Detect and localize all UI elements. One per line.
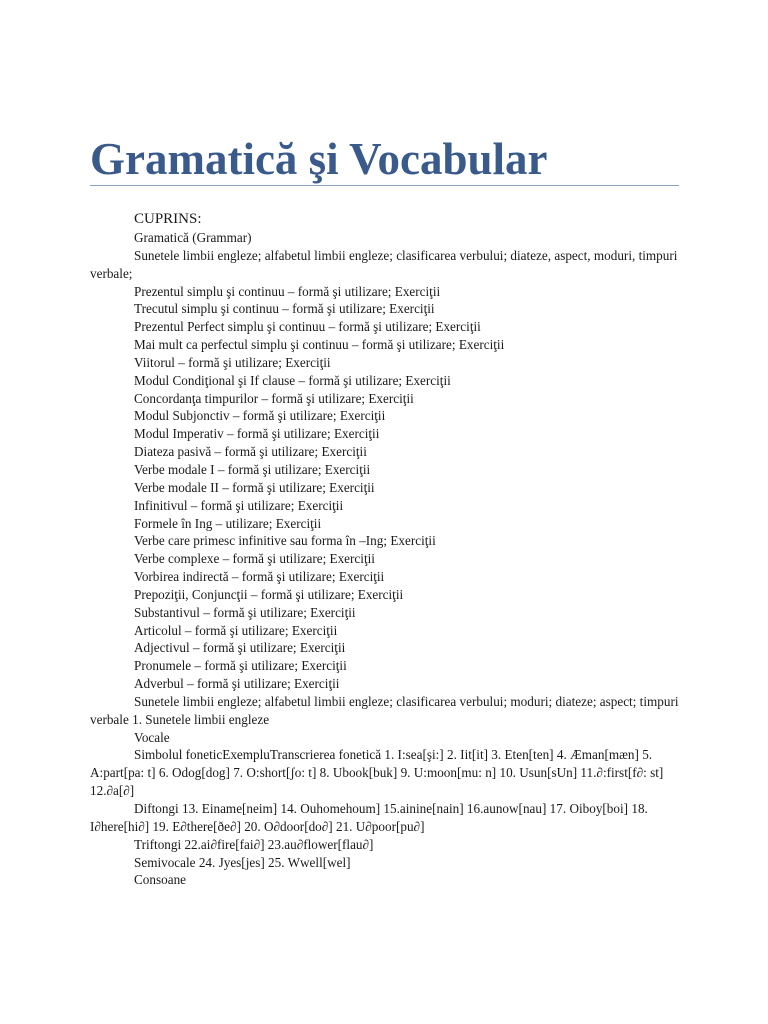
text-line: Semivocale 24. Jyes[jes] 25. Wwell[wel]	[134, 854, 351, 870]
title-divider	[90, 185, 679, 186]
text-line: Trecutul simplu şi continuu – formă şi utilizare; Exerciţii	[134, 301, 435, 317]
text-line: Verbe complexe – formă şi utilizare; Exerciţii	[134, 551, 375, 567]
text-line: Triftongi 22.ai∂fire[fai∂] 23.au∂flower[flau∂]	[134, 836, 374, 852]
text-line: Modul Condiţional şi If clause – formă şi utilizare; Exerciţii	[134, 372, 451, 388]
text-line: Adjectivul – formă şi utilizare; Exerciţii	[134, 640, 346, 656]
text-line: Sunetele limbii engleze; alfabetul limbii engleze; clasificarea verbului; diateze, aspect, moduri, timpuri verbale;	[90, 247, 678, 281]
text-line: Prezentul simplu şi continuu – formă şi utilizare; Exerciţii	[134, 283, 441, 299]
text-line: Articolul – formă şi utilizare; Exerciţii	[134, 622, 338, 638]
text-line: Gramatică (Grammar)	[134, 230, 252, 245]
text-line: Modul Subjonctiv – formă şi utilizare; Exerciţii	[134, 408, 386, 424]
text-line: Diftongi 13. Einame[neim] 14. Ouhomehoum] 15.ainine[nain] 16.aunow[nau] 17. Oiboy[boi] 18. I∂here[hi∂] 19. E∂there[ðe∂] 20. O∂door[do∂] 21. U∂poor[pu∂]	[90, 801, 648, 834]
text-line: Sunetele limbii engleze; alfabetul limbii engleze; clasificarea verbului; moduri; diateze; aspect; timpuri verbale 1. Sunetele limbii engleze	[90, 693, 679, 727]
text-line: Viitorul – formă şi utilizare; Exerciţii	[134, 354, 331, 370]
text-line: Adverbul – formă şi utilizare; Exerciţii	[134, 676, 340, 692]
text-line: Verbe modale II – formă şi utilizare; Exerciţii	[134, 479, 375, 495]
text-line: Consoane	[134, 872, 187, 888]
page-title: Gramatică şi Vocabular	[90, 134, 548, 184]
document-body	[90, 210, 680, 889]
text-line: Verbe care primesc infinitive sau forma în –Ing; Exerciţii	[134, 533, 436, 549]
text-line: Modul Imperativ – formă şi utilizare; Exerciţii	[134, 426, 380, 442]
text-line: Prezentul Perfect simplu şi continuu – formă şi utilizare; Exerciţii	[134, 319, 481, 335]
text-line: Simbolul foneticExempluTranscrierea fonetică 1. I:sea[şi:] 2. Iit[it] 3. Eten[ten] 4. Æman[mæn] 5. A:part[pa: t] 6. Odog[dog] 7. O:short[ʃo: t] 8. Ubook[buk] 9. U:moon[mu: n] 10. Usun[sUn] 11.∂:first[f∂: st] 12.∂a[∂]	[90, 747, 664, 799]
text-line: Verbe modale I – formă şi utilizare; Exerciţii	[134, 461, 371, 477]
text-line: Formele în Ing – utilizare; Exerciţii	[134, 515, 322, 531]
text-line: Concordanţa timpurilor – formă şi utilizare; Exerciţii	[134, 390, 414, 406]
text-line: Mai mult ca perfectul simplu şi continuu – formă şi utilizare; Exerciţii	[134, 337, 505, 353]
text-line: Pronumele – formă şi utilizare; Exerciţii	[134, 658, 347, 674]
text-line: Substantivul – formă şi utilizare; Exerciţii	[134, 604, 356, 620]
text-line: Infinitivul – formă şi utilizare; Exerciţii	[134, 497, 344, 513]
text-line: Diateza pasivă – formă şi utilizare; Exerciţii	[134, 444, 367, 460]
text-line: Prepoziţii, Conjuncţii – formă şi utilizare; Exerciţii	[134, 586, 404, 602]
contents-heading: CUPRINS:	[134, 211, 202, 227]
text-line: Vocale	[134, 729, 170, 745]
text-line: Vorbirea indirectă – formă şi utilizare; Exerciţii	[134, 569, 385, 585]
